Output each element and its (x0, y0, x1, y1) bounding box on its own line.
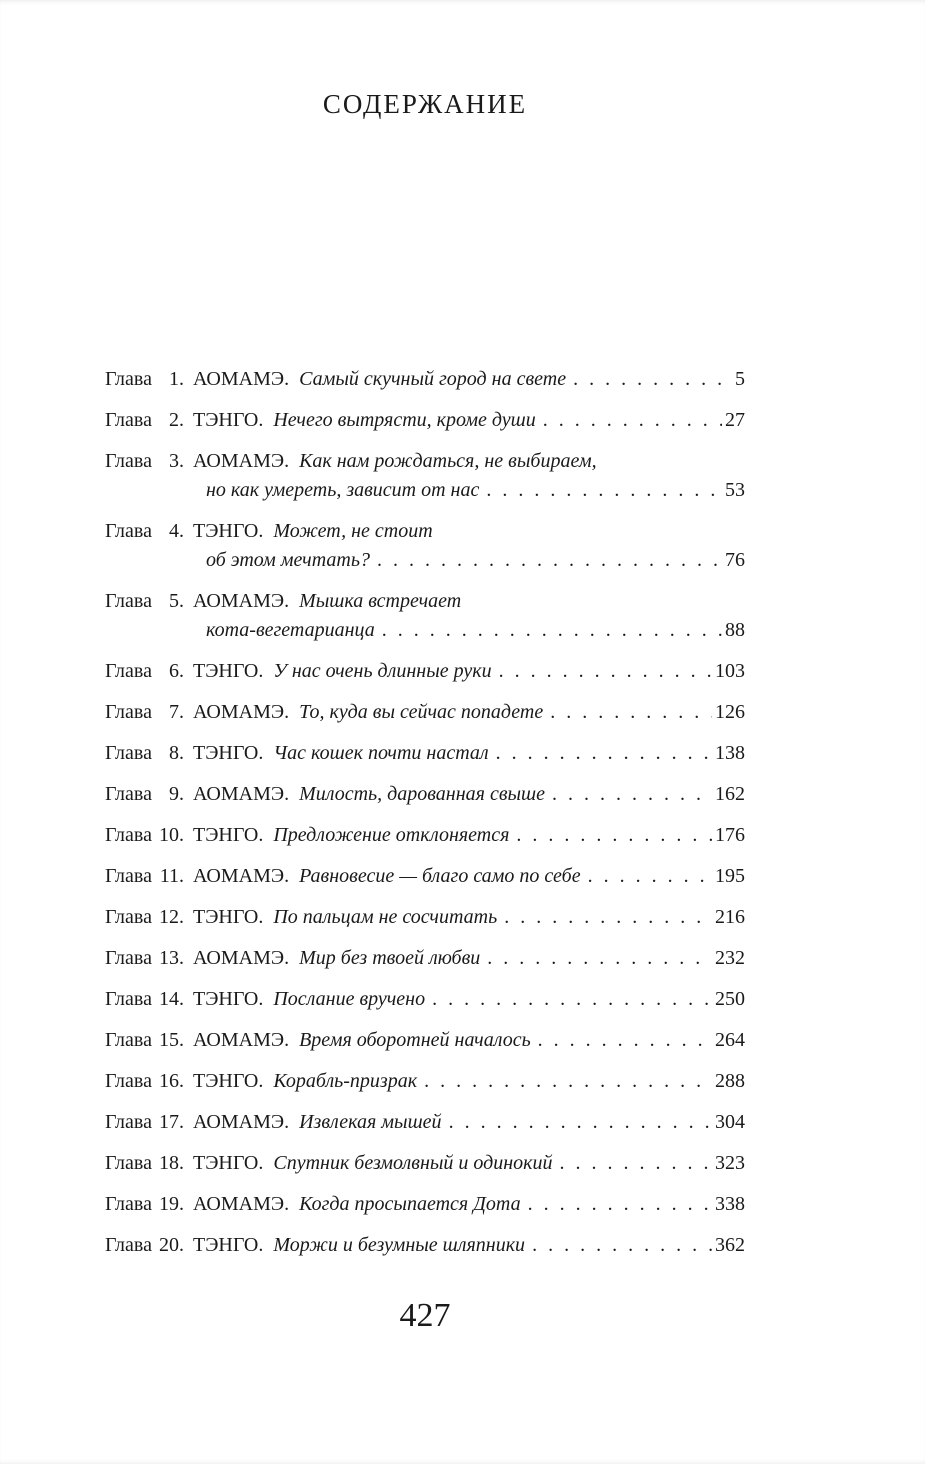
character-name: ТЭНГО. (192, 1152, 264, 1174)
chapter-title: Мир без твоей любви (299, 947, 481, 969)
chapter-word: Глава (105, 1152, 152, 1174)
chapter-word: Глава (105, 450, 152, 472)
chapter-title: Нечего вытрясти, кроме души (273, 409, 536, 431)
toc-entry-line (105, 447, 745, 476)
toc-entry-line (105, 1067, 745, 1096)
chapter-title: То, куда вы сейчас попадете (299, 701, 544, 723)
toc-entry-continuation-line (105, 616, 745, 645)
page-number: 138 (715, 742, 745, 764)
chapter-title: Когда просыпается Дота (299, 1193, 521, 1215)
chapter-number: 11. (159, 865, 184, 887)
page-number: 304 (715, 1111, 745, 1133)
chapter-title: У нас очень длинные руки (273, 660, 492, 682)
chapter-number: 16. (158, 1070, 184, 1092)
chapter-number: 7. (168, 701, 184, 723)
toc-entry (105, 862, 745, 891)
dot-leader (499, 657, 712, 686)
chapter-title: Моржи и безумные шляпники (273, 1234, 526, 1256)
character-name: ТЭНГО. (192, 660, 264, 682)
dot-leader (487, 944, 712, 973)
toc-entry (105, 821, 745, 850)
character-name: ТЭНГО. (192, 1234, 264, 1256)
chapter-title: Час кошек почти настал (273, 742, 489, 764)
toc-entry (105, 406, 745, 435)
page-number: 338 (715, 1193, 745, 1215)
chapter-number: 20. (158, 1234, 184, 1256)
chapter-number: 8. (168, 742, 184, 764)
dot-leader (382, 616, 722, 645)
page-number: 176 (715, 824, 745, 846)
contents-title: СОДЕРЖАНИЕ (322, 89, 528, 119)
dot-leader (560, 1149, 712, 1178)
chapter-number: 2. (168, 409, 184, 431)
page-number: 216 (715, 906, 745, 928)
chapter-title: Самый скучный город на свете (299, 368, 567, 390)
chapter-word: Глава (105, 1234, 152, 1256)
chapter-title: кота-вегетарианца (206, 619, 375, 641)
dot-leader (543, 406, 722, 435)
character-name: ТЭНГО. (192, 520, 264, 542)
page-number: 162 (715, 783, 745, 805)
toc-entry (105, 739, 745, 768)
chapter-word: Глава (105, 783, 152, 805)
chapter-word: Глава (105, 660, 152, 682)
toc-entry-continuation-line (105, 476, 745, 505)
chapter-title: Спутник безмолвный и одинокий (273, 1152, 553, 1174)
page-number: 53 (725, 479, 745, 501)
chapter-title: Послание вручено (273, 988, 426, 1010)
chapter-number: 15. (158, 1029, 184, 1051)
chapter-word: Глава (105, 368, 152, 390)
toc-entry (105, 944, 745, 973)
toc-entry-line (105, 406, 745, 435)
character-name: АОМАМЭ. (192, 947, 290, 969)
chapter-title: Может, не стоит (273, 520, 433, 542)
page-number: 232 (715, 947, 745, 969)
chapter-number: 10. (158, 824, 184, 846)
dot-leader (573, 365, 732, 394)
chapter-number: 13. (158, 947, 184, 969)
page-number: 5 (735, 368, 745, 390)
chapter-word: Глава (105, 947, 152, 969)
toc-entry-line (105, 365, 745, 394)
dot-leader (496, 739, 712, 768)
character-name: ТЭНГО. (192, 906, 264, 928)
dot-leader (588, 862, 712, 891)
chapter-title: Равновесие — благо само по себе (299, 865, 581, 887)
toc-entry (105, 1108, 745, 1137)
character-name: АОМАМЭ. (192, 865, 290, 887)
page-content (105, 88, 745, 1336)
character-name: ТЭНГО. (192, 988, 264, 1010)
chapter-word: Глава (105, 1193, 152, 1215)
dot-leader (486, 476, 722, 505)
character-name: ТЭНГО. (192, 1070, 264, 1092)
page-number: 126 (715, 701, 745, 723)
character-name: АОМАМЭ. (192, 368, 290, 390)
toc-entry (105, 903, 745, 932)
toc-entry-line (105, 944, 745, 973)
dot-leader (504, 903, 712, 932)
toc-entry-line (105, 862, 745, 891)
toc-entry (105, 1026, 745, 1055)
toc-entry (105, 780, 745, 809)
toc-entry-continuation-line (105, 546, 745, 575)
character-name: ТЭНГО. (192, 742, 264, 764)
chapter-word: Глава (105, 409, 152, 431)
page-number: 288 (715, 1070, 745, 1092)
page-number: 195 (715, 865, 745, 887)
page-number: 27 (725, 409, 745, 431)
toc-list (105, 365, 745, 1260)
toc-entry-line (105, 780, 745, 809)
chapter-title: Мышка встречает (299, 590, 462, 612)
dot-leader (516, 821, 712, 850)
toc-entry-line (105, 1231, 745, 1260)
toc-entry (105, 1231, 745, 1260)
toc-entry (105, 698, 745, 727)
toc-entry-line (105, 985, 745, 1014)
chapter-number: 5. (168, 590, 184, 612)
character-name: АОМАМЭ. (192, 450, 290, 472)
page-number: 76 (725, 549, 745, 571)
character-name: АОМАМЭ. (192, 1029, 290, 1051)
character-name: ТЭНГО. (192, 824, 264, 846)
chapter-number: 18. (158, 1152, 184, 1174)
character-name: АОМАМЭ. (192, 1193, 290, 1215)
chapter-word: Глава (105, 988, 152, 1010)
chapter-title: Милость, дарованная свыше (299, 783, 546, 805)
chapter-number: 1. (168, 368, 184, 390)
page-number: 103 (715, 660, 745, 682)
toc-entry (105, 587, 745, 645)
toc-entry-line (105, 903, 745, 932)
toc-entry-line (105, 1149, 745, 1178)
chapter-title: Как нам рождаться, не выбираем, (299, 450, 597, 472)
toc-entry (105, 1190, 745, 1219)
chapter-number: 4. (168, 520, 184, 542)
dot-leader (424, 1067, 712, 1096)
page-number: 362 (715, 1234, 745, 1256)
character-name: АОМАМЭ. (192, 590, 290, 612)
dot-leader (432, 985, 712, 1014)
character-name: АОМАМЭ. (192, 783, 290, 805)
chapter-number: 19. (158, 1193, 184, 1215)
toc-entry-line (105, 657, 745, 686)
folio-page-number: 427 (399, 1297, 451, 1334)
chapter-number: 9. (168, 783, 184, 805)
toc-entry-line (105, 587, 745, 616)
toc-entry (105, 985, 745, 1014)
page-number: 264 (715, 1029, 745, 1051)
chapter-word: Глава (105, 1111, 152, 1133)
toc-entry-line (105, 739, 745, 768)
chapter-word: Глава (105, 865, 152, 887)
toc-entry (105, 657, 745, 686)
toc-entry-line (105, 698, 745, 727)
toc-entry-line (105, 1108, 745, 1137)
chapter-word: Глава (105, 742, 152, 764)
chapter-word: Глава (105, 590, 152, 612)
page-number: 250 (715, 988, 745, 1010)
chapter-word: Глава (105, 701, 152, 723)
chapter-number: 14. (158, 988, 184, 1010)
dot-leader (552, 780, 712, 809)
toc-entry (105, 447, 745, 505)
dot-leader (377, 546, 722, 575)
chapter-title: Извлекая мышей (299, 1111, 442, 1133)
chapter-title: По пальцам не сосчитать (273, 906, 498, 928)
dot-leader (550, 698, 712, 727)
chapter-title: Предложение отклоняется (273, 824, 510, 846)
dot-leader (532, 1231, 712, 1260)
character-name: ТЭНГО. (192, 409, 264, 431)
character-name: АОМАМЭ. (192, 701, 290, 723)
dot-leader (538, 1026, 712, 1055)
toc-entry (105, 365, 745, 394)
chapter-word: Глава (105, 906, 152, 928)
toc-entry (105, 1149, 745, 1178)
toc-entry (105, 517, 745, 575)
page-number: 88 (725, 619, 745, 641)
chapter-number: 12. (158, 906, 184, 928)
page-number: 323 (715, 1152, 745, 1174)
chapter-word: Глава (105, 1029, 152, 1051)
chapter-number: 17. (158, 1111, 184, 1133)
character-name: АОМАМЭ. (192, 1111, 290, 1133)
chapter-title: Время оборотней началось (299, 1029, 531, 1051)
toc-entry-line (105, 1190, 745, 1219)
chapter-title: Корабль-призрак (273, 1070, 418, 1092)
toc-entry-line (105, 1026, 745, 1055)
chapter-number: 6. (168, 660, 184, 682)
toc-entry (105, 1067, 745, 1096)
chapter-word: Глава (105, 824, 152, 846)
chapter-word: Глава (105, 520, 152, 542)
chapter-number: 3. (168, 450, 184, 472)
toc-entry-line (105, 821, 745, 850)
chapter-title: но как умереть, зависит от нас (206, 479, 480, 501)
dot-leader (528, 1190, 712, 1219)
chapter-word: Глава (105, 1070, 152, 1092)
toc-entry-line (105, 517, 745, 546)
chapter-title: об этом мечтать? (206, 549, 370, 571)
dot-leader (449, 1108, 712, 1137)
